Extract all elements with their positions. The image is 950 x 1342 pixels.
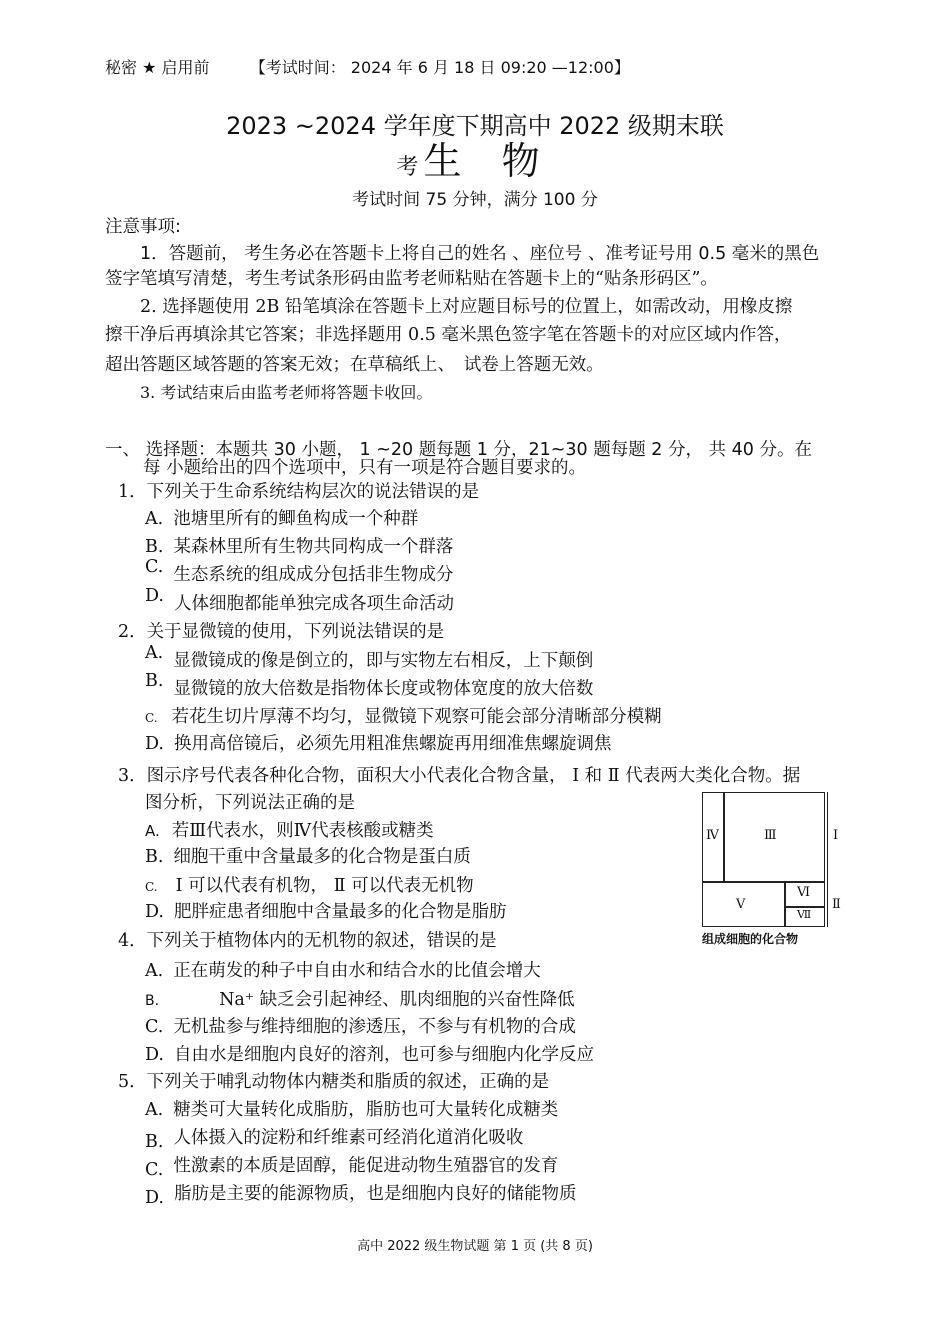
- bracket-ii-line: [827, 882, 828, 927]
- note-1-line-2: 签字笔填写清楚，考生考试条形码由监考老师粘贴在答题卡上的“贴条形码区”。: [105, 269, 718, 289]
- q3-option-b: B. 细胞干重中含量最多的化合物是蛋白质: [145, 847, 471, 867]
- label-vii: Ⅶ: [797, 908, 812, 921]
- page-footer: 高中 2022 级生物试题 第 1 页 (共 8 页): [357, 1239, 593, 1254]
- label-i: Ⅰ: [833, 828, 839, 843]
- q2-option-a: A. 显微镜成的像是倒立的，即与实物左右相反，上下颠倒: [145, 643, 594, 671]
- bracket-i-line: [827, 792, 828, 882]
- label-iii: Ⅲ: [764, 828, 777, 843]
- compound-diagram: [700, 790, 850, 950]
- question-2-stem: 2．关于显微镜的使用，下列说法错误的是: [118, 622, 445, 642]
- label-iv: Ⅳ: [706, 828, 719, 843]
- question-1-stem: 1．下列关于生命系统结构层次的说法错误的是: [118, 482, 480, 502]
- question-4-stem: 4．下列关于植物体内的无机物的叙述，错误的是: [118, 931, 497, 951]
- note-3: 3. 考试结束后由监考老师将答题卡收回。: [140, 383, 433, 402]
- question-3-stem-line-1: 3．图示序号代表各种化合物，面积大小代表化合物含量， Ⅰ 和 Ⅱ 代表两大类化合物。据: [118, 766, 801, 786]
- q5-option-b: B. 人体摄入的淀粉和纤维素可经消化道消化吸收: [145, 1128, 524, 1152]
- note-1-line-1: 1．答题前， 考生务必在答题卡上将自己的姓名 、座位号 、准考证号用 0.5 毫米的黑色: [140, 244, 820, 264]
- q2-option-d: D. 换用高倍镜后，必须先用粗准焦螺旋再用细准焦螺旋调焦: [145, 734, 612, 754]
- question-3-stem-line-2: 图分析，下列说法正确的是: [145, 793, 355, 813]
- question-5-stem: 5．下列关于哺乳动物体内糖类和脂质的叙述，正确的是: [118, 1072, 550, 1092]
- q5-option-d: D. 脂肪是主要的能源物质，也是细胞内良好的储能物质: [145, 1184, 577, 1208]
- q5-option-a: A. 糖类可大量转化成脂肪，脂肪也可大量转化成糖类: [145, 1100, 559, 1120]
- q3-option-c: C. Ⅰ 可以代表有机物， Ⅱ 可以代表无机物: [145, 876, 474, 896]
- notes-heading: 注意事项:: [105, 217, 181, 237]
- label-ii: Ⅱ: [832, 897, 841, 912]
- q4-option-d: D. 自由水是细胞内良好的溶剂，也可参与细胞内化学反应: [145, 1045, 594, 1065]
- q1-option-a: A. 池塘里所有的鲫鱼构成一个种群: [145, 509, 419, 529]
- exam-info: 考试时间 75 分钟，满分 100 分: [352, 190, 598, 210]
- note-2-line-2: 擦干净后再填涂其它答案；非选择题用 0.5 毫米黑色签字笔在答题卡的对应区域内作答，: [105, 325, 792, 345]
- secret-label: 秘密 ★ 启用前: [105, 58, 210, 77]
- diagram-caption: 组成细胞的化合物: [702, 932, 799, 946]
- q1-option-d: D. 人体细胞都能单独完成各项生命活动: [145, 586, 454, 614]
- subject-prefix: 考: [396, 155, 419, 180]
- section-1-line-2: 每 小题给出的四个选项中，只有一项是符合题目要求的。: [143, 458, 587, 478]
- q5-option-c: C. 性激素的本质是固醇，能促进动物生殖器官的发育: [145, 1156, 559, 1180]
- q4-option-a: A. 正在萌发的种子中自由水和结合水的比值会增大: [145, 961, 541, 981]
- note-2-line-1: 2. 选择题使用 2B 铅笔填涂在答题卡上对应题目标号的位置上，如需改动，用橡皮擦: [140, 297, 793, 317]
- q3-option-d: D. 肥胖症患者细胞中含量最多的化合物是脂肪: [145, 902, 507, 922]
- q3-option-a: A. 若Ⅲ代表水，则Ⅳ代表核酸或糖类: [145, 821, 434, 841]
- q1-option-b: B. 某森林里所有生物共同构成一个群落: [145, 537, 454, 557]
- q2-option-c: C. 若花生切片厚薄不均匀，显微镜下观察可能会部分清晰部分模糊: [145, 707, 662, 727]
- exam-time: 【考试时间： 2024 年 6 月 18 日 09:20 —12:00】: [249, 58, 630, 77]
- q1-option-c: C. 生态系统的组成成分包括非生物成分: [145, 557, 454, 585]
- q4-option-c: C. 无机盐参与维持细胞的渗透压，不参与有机物的合成: [145, 1017, 576, 1037]
- note-2-line-3: 超出答题区域答题的答案无效；在草稿纸上、 试卷上答题无效。: [105, 355, 604, 375]
- q2-option-b: B. 显微镜的放大倍数是指物体长度或物体宽度的放大倍数: [145, 671, 594, 699]
- header-line: [105, 55, 630, 78]
- label-vi: Ⅵ: [797, 885, 811, 900]
- section-1-line-1: 一、 选择题：本题共 30 小题， 1 ~20 题每题 1 分，21~30 题每题 2 分， 共 40 分。在: [105, 440, 812, 460]
- q4-option-b: B. Na⁺ 缺乏会引起神经、肌肉细胞的兴奋性降低: [145, 990, 575, 1010]
- page-title: 2023 ~2024 学年度下期高中 2022 级期末联: [226, 112, 724, 140]
- subject-title: [0, 130, 950, 185]
- subject-name: 生 物: [423, 139, 554, 183]
- label-v: Ⅴ: [736, 897, 746, 912]
